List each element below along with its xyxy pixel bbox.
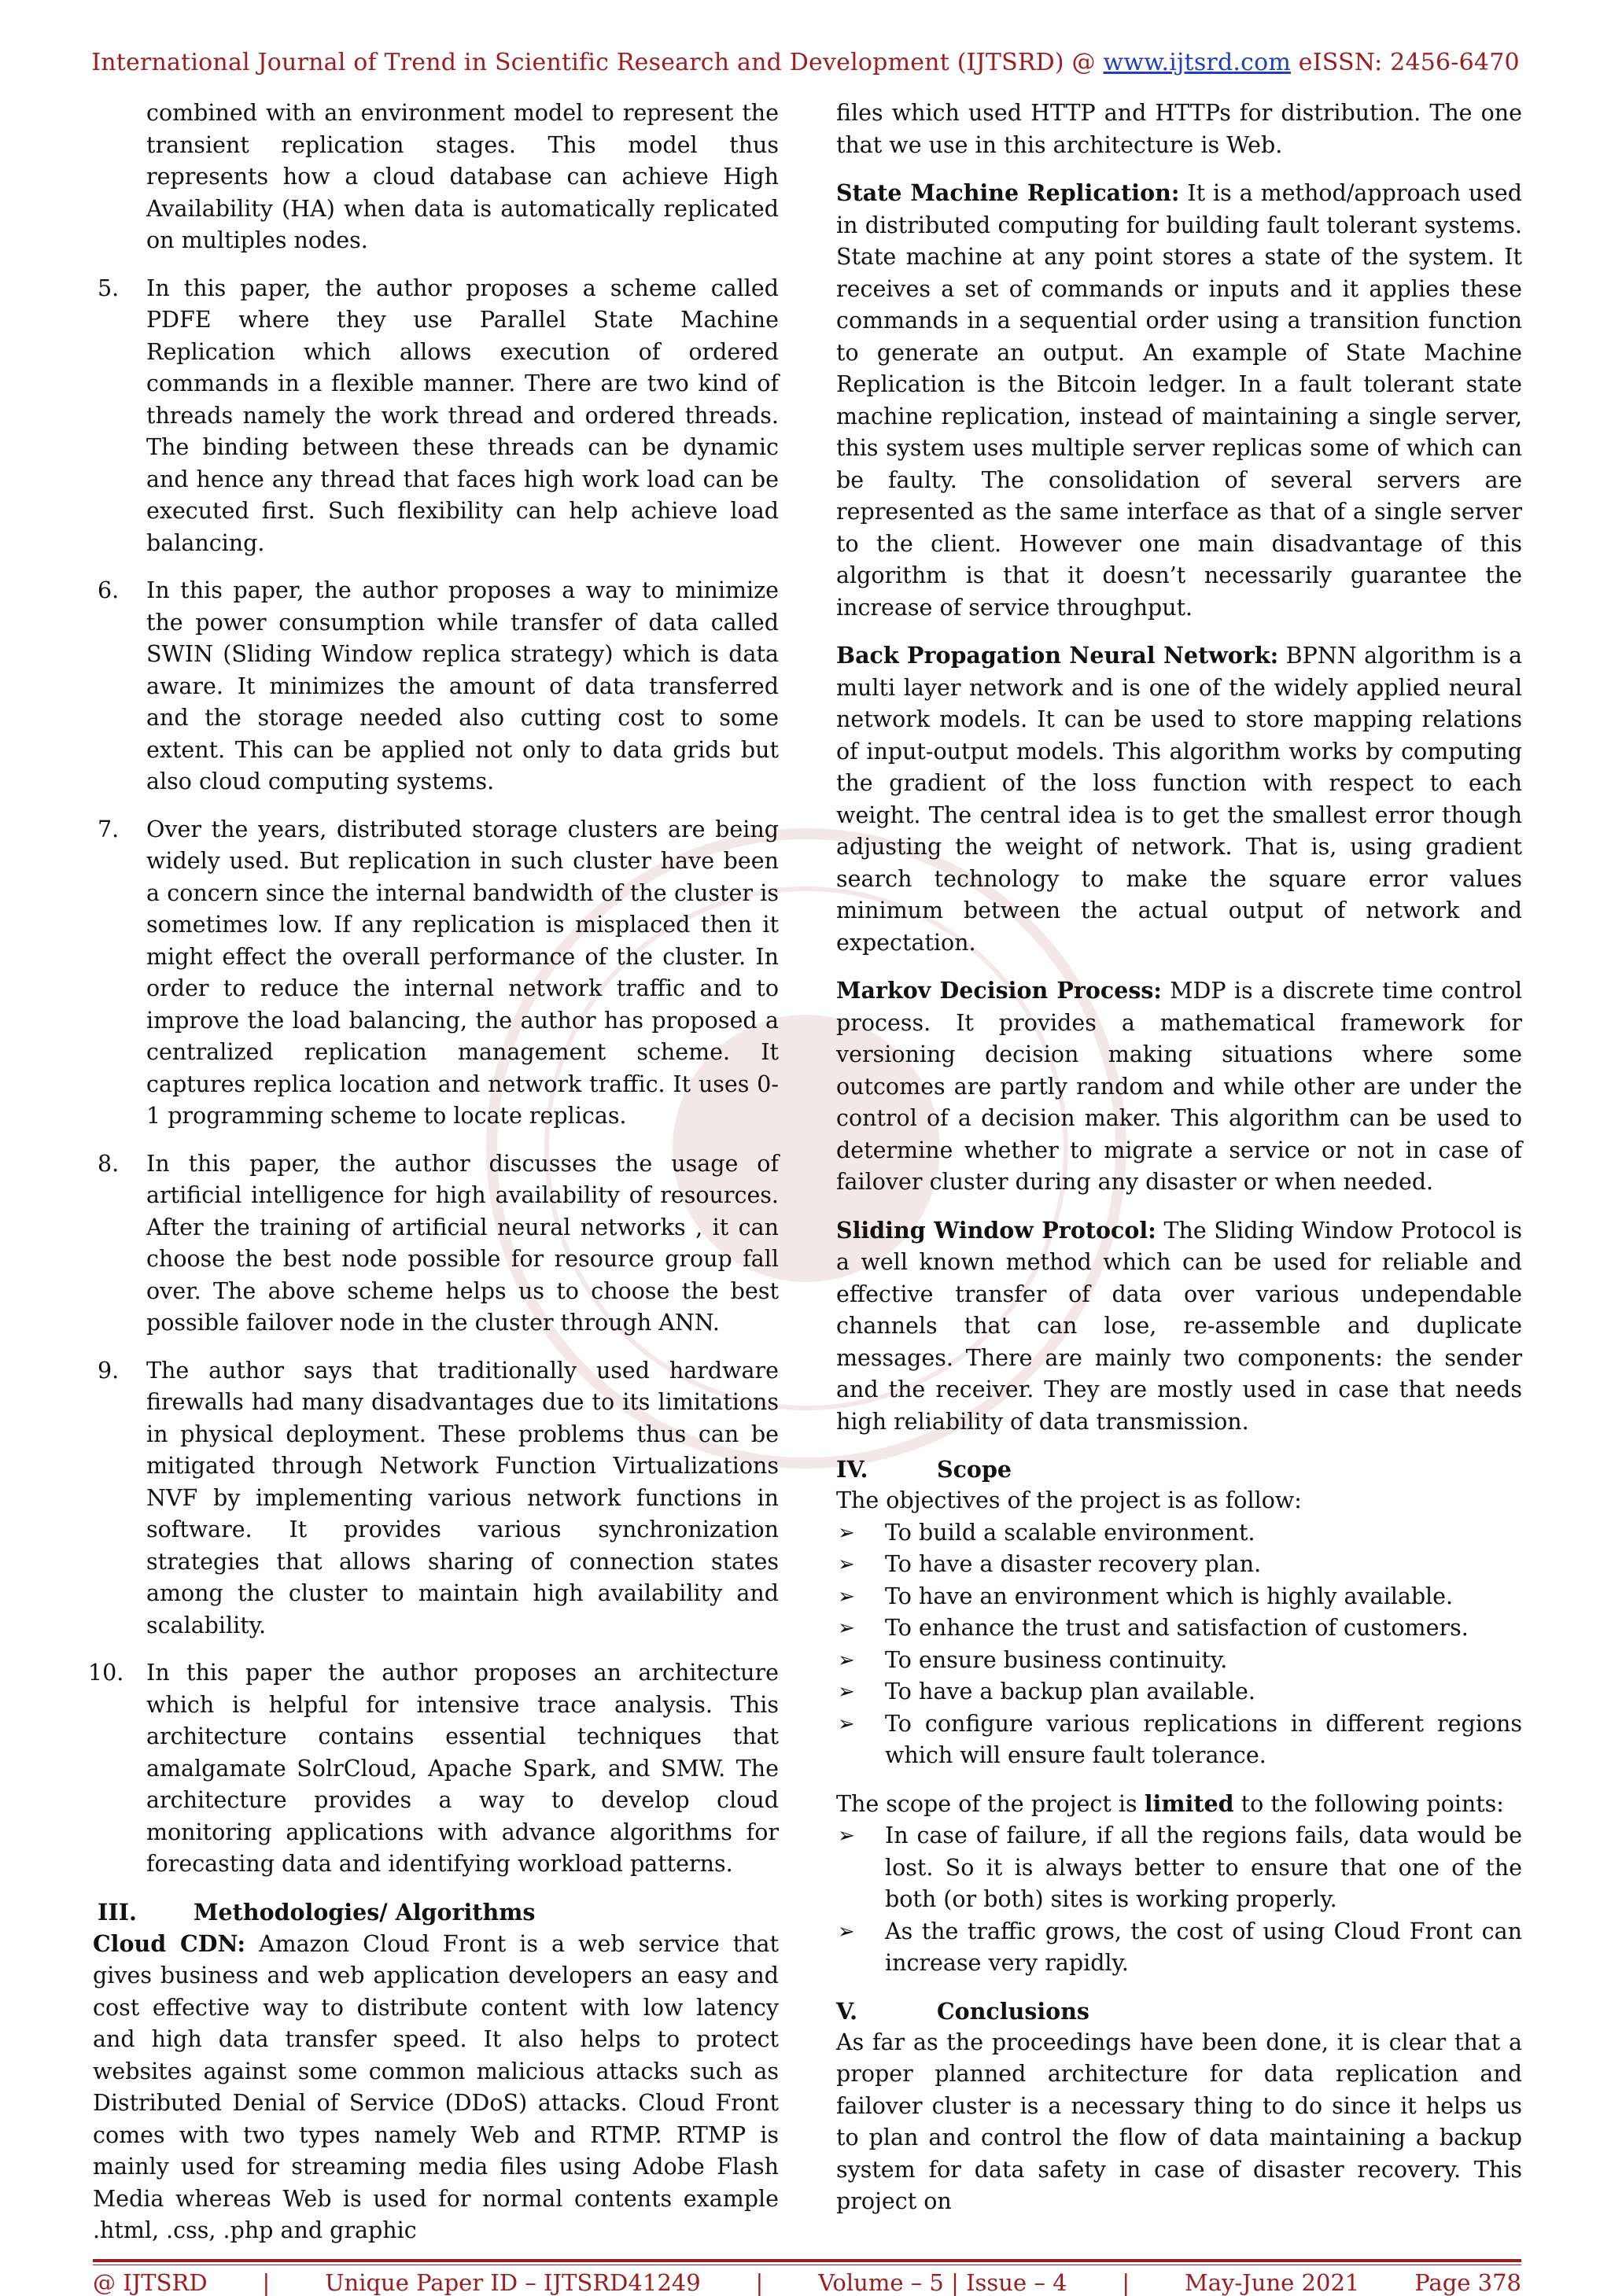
continued-paragraph: files which used HTTP and HTTPs for distribution. The one that we use in this architecture is Web.	[836, 100, 1522, 158]
list-item	[93, 1355, 779, 1642]
journal-header	[0, 49, 1611, 76]
term-body: The Sliding Window Protocol is a well known method which can be used for reliable and effective transfer of data over various undependable channels that can lose, re-assemble and duplicate messages. There are mainly two components: the sender and the receiver. They are mostly used in case that needs high reliability of data transmission.	[836, 1217, 1522, 1435]
arrowhead-bullet-icon: ➢	[838, 1824, 855, 1848]
list-text: In case of failure, if all the regions fails, data would be lost. So it is always better to ensure that one of the both (or both) sites is working properly.	[885, 1822, 1522, 1912]
scope-text: to the following points:	[1233, 1790, 1504, 1817]
section-heading-methodologies	[93, 1896, 779, 1928]
section-title: Scope	[937, 1456, 1012, 1483]
term-body: It is a method/approach used in distributed computing for building fault tolerant systems. State machine at any point stores a state of the system. It receives a set of commands or inputs and it applies these commands in a sequential order using a transition function to generate an output. An example of State Machine Replication is the Bitcoin ledger. In a fault tolerant state machine replication, instead of maintaining a single server, this system uses multiple server replicas some of which can be faulty. The consolidation of several servers are represented as the same interface as that of a single server to the client. However one main disadvantage of this algorithm is that it doesn’t necessarily guarantee the increase of service throughput.	[836, 180, 1522, 621]
footer-org: @ IJTSRD	[93, 2269, 208, 2296]
list-text: In this paper, the author proposes a way to minimize the power consumption while transfer of data called SWIN (Sliding Window replica strategy) which is data aware. It minimizes the amount of data transferred and the storage needed also cutting cost to some extent. This can be applied not only to data grids but also cloud computing systems.	[146, 577, 779, 794]
term-body: BPNN algorithm is a multi layer network and is one of the widely applied neural network models. It can be used to store mapping relations of input-output models. This algorithm works by computing the gradient of the loss function with respect to each weight. The central idea is to get the smallest error though adjusting the weight of network. That is, using gradient search technology to make the square error values minimum between the actual output of network and expectation.	[836, 643, 1522, 956]
list-item	[836, 1517, 1522, 1550]
smr-paragraph	[836, 177, 1522, 624]
list-text: In this paper the author proposes an architecture which is helpful for intensive trace analysis. This architecture contains essential techniques that amalgamate SolrCloud, Apache Spark, and SMW. The architecture provides a way to develop cloud monitoring applications with advance algorithms for forecasting data and identifying workload patterns.	[146, 1660, 779, 1877]
arrowhead-bullet-icon: ➢	[838, 1616, 855, 1640]
scope-intro	[836, 1788, 1522, 1821]
list-item	[836, 1612, 1522, 1645]
term-heading: Sliding Window Protocol:	[836, 1216, 1156, 1244]
arrowhead-bullet-icon: ➢	[838, 1553, 855, 1576]
right-column	[836, 98, 1522, 2218]
footer-paper-id: Unique Paper ID – IJTSRD41249	[325, 2269, 701, 2296]
list-text: To build a scalable environment.	[885, 1519, 1255, 1546]
objectives-intro: The objectives of the project is as follow:	[836, 1487, 1302, 1513]
footer-separator: |	[1122, 2269, 1130, 2296]
list-text: The author says that traditionally used hardware firewalls had many disadvantages due to its limitations in physical deployment. These problems thus can be mitigated through Network Function Virtualizations NVF by implementing various network functions in software. It provides various synchronization strategies that allows sharing of connection states among the cluster to maintain high availability and scalability.	[146, 1357, 779, 1638]
list-item	[836, 1645, 1522, 1677]
list-text: To enhance the trust and satisfaction of customers.	[885, 1615, 1469, 1641]
mdp-paragraph	[836, 975, 1522, 1199]
list-number: 5.	[98, 275, 120, 301]
list-item	[93, 1148, 779, 1340]
bpnn-paragraph	[836, 639, 1522, 959]
scope-emphasis: limited	[1144, 1789, 1234, 1817]
page-footer	[93, 2269, 1521, 2296]
footer-volume: Volume – 5 | Issue – 4	[818, 2269, 1067, 2296]
list-text: Over the years, distributed storage clusters are being widely used. But replication in such cluster have been a concern since the internal bandwidth of the cluster is sometimes low. If any replication is misplaced then it might effect the overall performance of the cluster. In order to reduce the internal network traffic and to improve the load balancing, the author has proposed a centralized replication management scheme. It captures replica location and network traffic. It uses 0-1 programming scheme to locate replicas.	[146, 816, 779, 1129]
list-item	[93, 575, 779, 798]
list-text: To have an environment which is highly available.	[885, 1583, 1454, 1609]
scope-text: The scope of the project is	[836, 1790, 1145, 1817]
list-number: 7.	[98, 816, 120, 842]
list-text: To ensure business continuity.	[885, 1646, 1228, 1673]
arrowhead-bullet-icon: ➢	[838, 1919, 855, 1944]
swp-paragraph	[836, 1214, 1522, 1439]
list-number: 10.	[88, 1660, 124, 1686]
list-item	[836, 1676, 1522, 1708]
section-number: IV.	[836, 1456, 868, 1483]
header-issn: eISSN: 2456-6470	[1291, 49, 1520, 76]
arrowhead-bullet-icon: ➢	[838, 1520, 855, 1545]
footer-separator: |	[755, 2269, 764, 2296]
list-number: 9.	[98, 1357, 120, 1384]
list-item	[836, 1581, 1522, 1613]
footer-separator: |	[262, 2269, 271, 2296]
left-column	[88, 98, 780, 2247]
term-body: Amazon Cloud Front is a web service that gives business and web application developers an easy and cost effective way to distribute content with low latency and high data transfer speed. It also helps to protect websites against some common malicious attacks such as Distributed Denial of Service (DDoS) attacks. Cloud Front comes with two types namely Web and RTMP. RTMP is mainly used for streaming media files using Adobe Flash Media whereas Web is used for normal contents example .html, .css, .php and graphic	[93, 1930, 780, 2243]
list-text: In this paper, the author discusses the usage of artificial intelligence for high availability of resources. After the training of artificial neural networks , it can choose the best node possible for resource group fall over. The above scheme helps us to choose the best possible failover node in the cluster through ANN.	[146, 1150, 779, 1336]
footer-date: May-June 2021	[1185, 2269, 1360, 2296]
intro-paragraph: combined with an environment model to represent the transient replication stages. This model thus represents how a cloud database can achieve High Availability (HA) when data is automatically replicated on multiples nodes.	[146, 100, 779, 253]
arrowhead-bullet-icon: ➢	[838, 1712, 855, 1736]
arrowhead-bullet-icon: ➢	[838, 1680, 855, 1704]
section-title: Methodologies/ Algorithms	[194, 1898, 536, 1926]
section-title: Conclusions	[937, 1997, 1089, 2025]
conclusion-paragraph: As far as the proceedings have been done, it is clear that a proper planned architecture for data replication and failover cluster is a necessary thing to do since it helps us to plan and control the flow of data maintaining a backup system for data safety in case of disaster recovery. This project on	[836, 2029, 1522, 2214]
section-heading-conclusions	[836, 1996, 1522, 2027]
list-number: 8.	[98, 1150, 120, 1177]
list-item	[836, 1916, 1522, 1980]
arrowhead-bullet-icon: ➢	[838, 1584, 855, 1609]
term-body: MDP is a discrete time control process. It provides a mathematical framework for versioning decision making situations where some outcomes are partly random and while other are under the control of a decision maker. This algorithm can be used to determine whether to migrate a service or not in case of failover cluster during any disaster or when needed.	[836, 978, 1523, 1195]
term-heading: Back Propagation Neural Network:	[836, 642, 1279, 669]
term-heading: State Machine Replication:	[836, 179, 1180, 206]
list-item	[836, 1820, 1522, 1916]
arrowhead-bullet-icon: ➢	[838, 1648, 855, 1672]
term-heading: Markov Decision Process:	[836, 977, 1162, 1004]
list-item	[93, 273, 779, 560]
section-heading-scope	[836, 1454, 1522, 1485]
list-item	[836, 1549, 1522, 1581]
section-number: V.	[836, 1997, 858, 2025]
list-text: To have a disaster recovery plan.	[885, 1551, 1262, 1577]
list-text: To have a backup plan available.	[885, 1679, 1255, 1704]
list-text: As the traffic grows, the cost of using Cloud Front can increase very rapidly.	[885, 1918, 1522, 1976]
list-text: In this paper, the author proposes a scheme called PDFE where they use Parallel State Machine Replication which allows execution of ordered commands in a flexible manner. There are two kind of threads namely the work thread and ordered threads. The binding between these threads can be dynamic and hence any thread that faces high work load can be executed first. Such flexibility can help achieve load balancing.	[146, 275, 779, 556]
section-number: III.	[98, 1898, 137, 1926]
list-item	[836, 1708, 1522, 1772]
list-item	[93, 814, 779, 1133]
footer-page-number: Page 378	[1414, 2269, 1521, 2296]
term-heading: Cloud CDN:	[93, 1929, 246, 1957]
list-text: To configure various replications in different regions which will ensure fault tolerance.	[885, 1710, 1522, 1768]
header-url-link[interactable]: www.ijtsrd.com	[1103, 49, 1292, 76]
list-number: 6.	[98, 577, 120, 603]
cloud-cdn-paragraph	[93, 1928, 779, 2247]
header-journal-name: International Journal of Trend in Scientific Research and Development (IJTSRD) @	[91, 49, 1104, 76]
list-item	[88, 1657, 779, 1881]
footer-rule	[93, 2259, 1521, 2262]
